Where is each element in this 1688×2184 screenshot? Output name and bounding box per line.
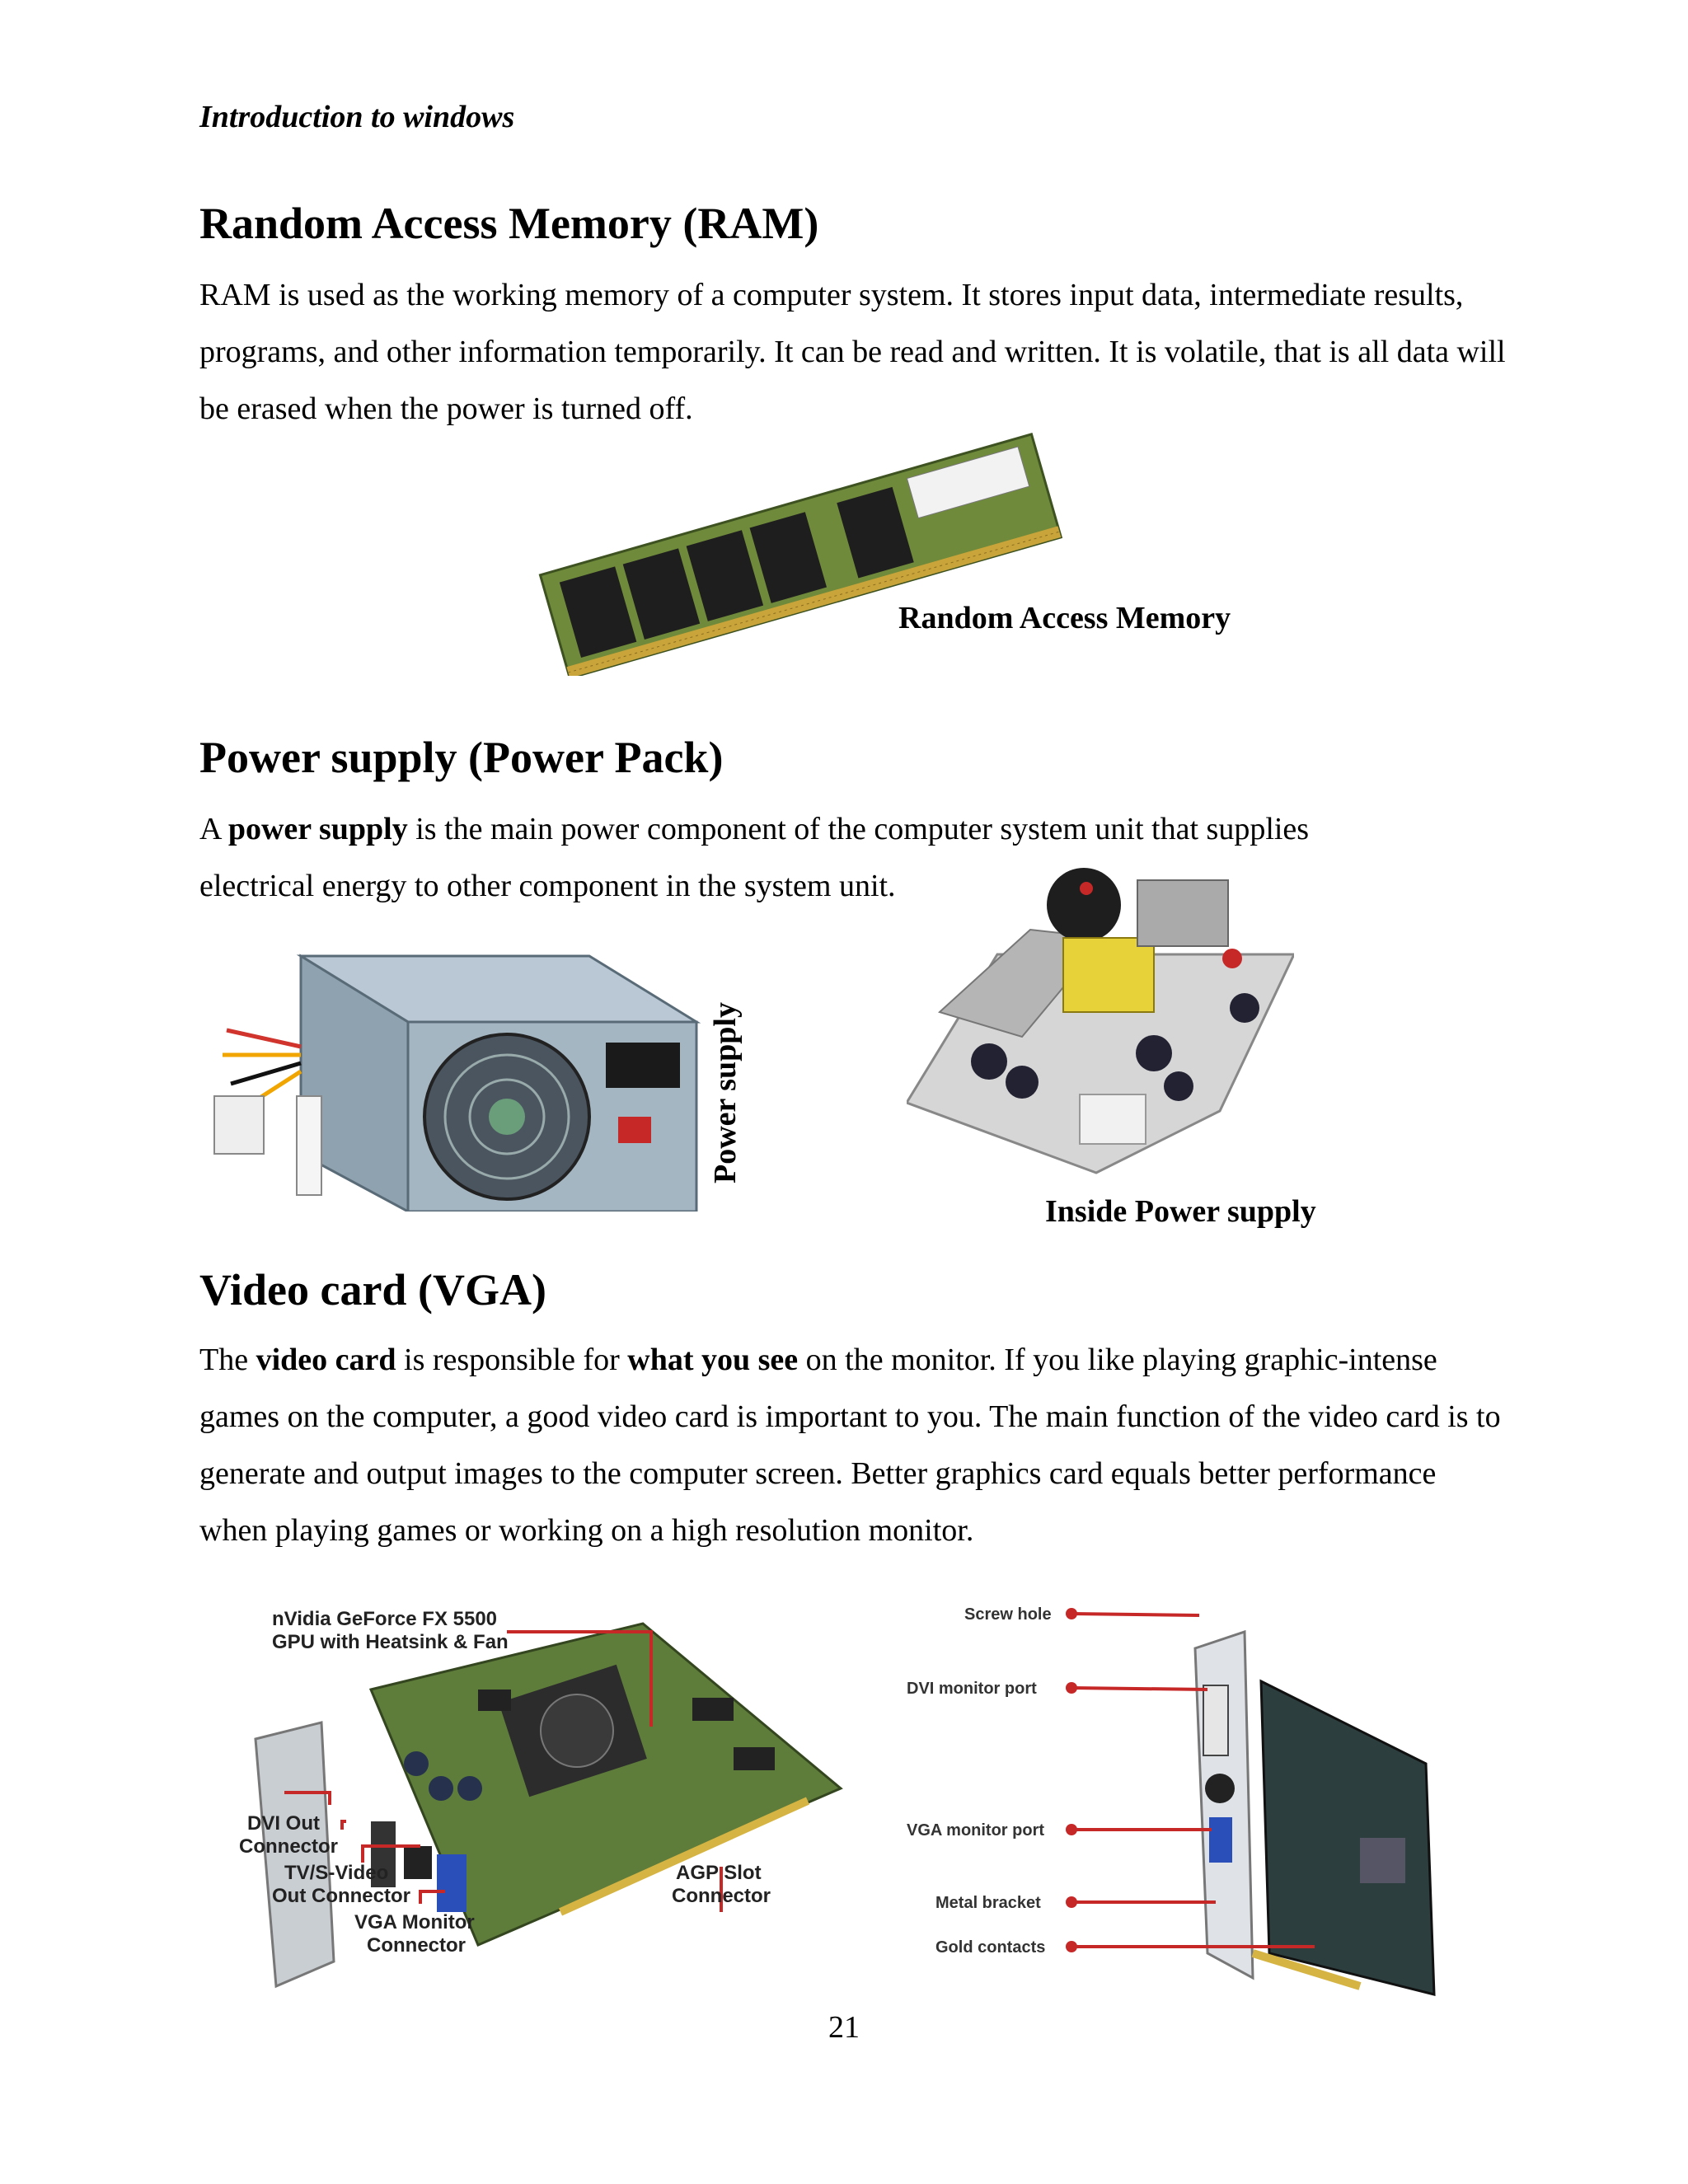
video-body-bold-1: video card <box>256 1343 396 1377</box>
label-vga-port: VGA monitor port <box>907 1821 1045 1840</box>
label-tv-line2: Out Connector <box>272 1885 410 1907</box>
ram-module-image <box>536 429 1063 676</box>
power-supply-caption: Power supply <box>708 1002 743 1183</box>
label-gold-contacts: Gold contacts <box>935 1938 1046 1957</box>
inside-power-supply-image <box>907 864 1294 1177</box>
video-paragraph <box>199 1332 1510 1559</box>
power-body-bold: power supply <box>227 812 408 846</box>
power-heading: Power supply (Power Pack) <box>199 733 724 782</box>
label-agp-line1: AGP Slot <box>676 1862 762 1884</box>
ram-heading: Random Access Memory (RAM) <box>199 199 819 248</box>
inside-power-supply-caption: Inside Power supply <box>1045 1194 1316 1229</box>
label-gpu-line2: GPU with Heatsink & Fan <box>272 1631 509 1653</box>
label-dvi-port: DVI monitor port <box>907 1680 1037 1698</box>
power-body-prefix: A <box>199 812 228 846</box>
ram-paragraph: RAM is used as the working memory of a computer system. It stores input data, intermediate results, programs, and other information temporarily. It can be read and written. It is volatile, that is all data will be erased when the power is turned off. <box>199 278 1506 426</box>
running-header: Introduction to windows <box>199 100 515 134</box>
video-card-diagram <box>231 1599 857 2003</box>
label-vga-line1: VGA Monitor <box>354 1911 475 1933</box>
video-heading: Video card (VGA) <box>199 1265 546 1315</box>
label-metal-bracket: Metal bracket <box>935 1894 1041 1912</box>
label-gpu-line1: nVidia GeForce FX 5500 <box>272 1608 498 1630</box>
ram-caption: Random Access Memory <box>898 601 1231 635</box>
label-agp-line2: Connector <box>672 1885 771 1907</box>
page-number: 21 <box>828 2010 860 2045</box>
label-dvi-line2: Connector <box>239 1835 338 1858</box>
video-body-1: The <box>199 1343 256 1377</box>
label-vga-line2: Connector <box>367 1934 466 1957</box>
label-screw-hole: Screw hole <box>964 1605 1052 1624</box>
label-dvi-line1: DVI Out <box>247 1812 320 1835</box>
video-body-3: on the monitor. If you like playing graphic-intense games on the computer, a good video card is important to you. The main function of the video card is to generate and output images to the computer screen. Better graphics card equals better performance when playing games or working on a high resolution monitor. <box>199 1343 1501 1548</box>
video-card-ports-diagram <box>898 1591 1459 2003</box>
power-supply-image <box>210 940 705 1212</box>
video-body-bold-2: what you see <box>627 1343 799 1377</box>
label-tv-line1: TV/S-Video <box>284 1862 389 1884</box>
video-body-2: is responsible for <box>396 1343 628 1377</box>
power-body-suffix: is the main power component of the computer system unit that supplies electrical energy to other component in the system unit. <box>199 812 1310 903</box>
